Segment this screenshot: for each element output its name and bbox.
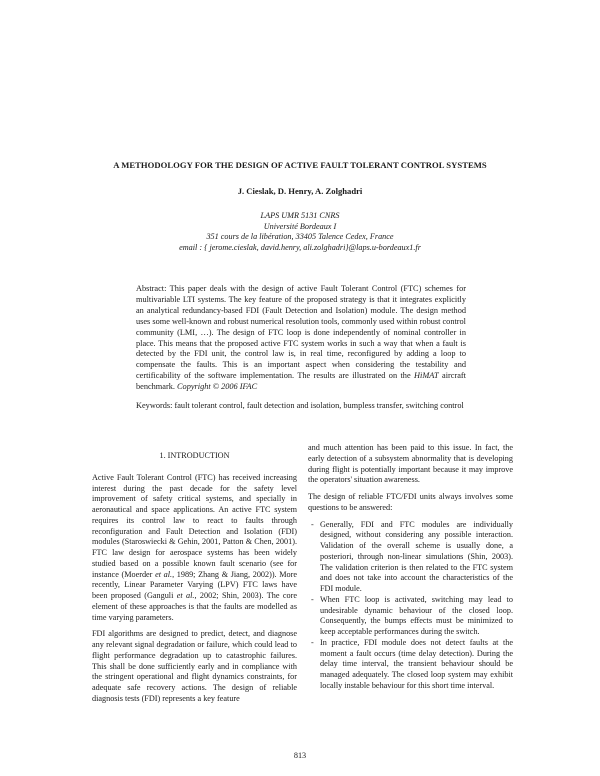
right-paragraph-1: and much attention has been paid to this issue. In fact, the early detection of a subsystem abnormality that is developing during flight is potentially important because it may improve the operators' situation awareness. [308,443,513,485]
intro-paragraph-1 [92,473,297,624]
question-list [308,520,513,692]
page-number: 813 [293,751,307,760]
abstract-paragraph [136,284,466,393]
section-heading-introduction: 1. INTRODUCTION [159,451,230,460]
list-item: - Generally, FDI and FTC modules are individually designed, without considering any possible interaction. Validation of the overall scheme is usually done, a posteriori, through non-linear simulations (Shin, 2003). The validation criterion is then related to the FTC system and does not take into account the characteristics of the FDI module. [308,520,513,595]
keywords: Keywords: fault tolerant control, fault detection and isolation, bumpless transfer, switching control [136,401,464,411]
abstract-himat: HiMAT [414,371,439,381]
right-paragraph-2: The design of reliable FTC/FDI units always involves some questions to be answered: [308,492,513,512]
abstract-text: Abstract: This paper deals with the design of active Fault Tolerant Control (FTC) schemes for multivariable LTI systems. The key feature of the proposed strategy is that it integrates explicitly an analytical redundancy-based FDI (Fault Detection and Isolation) module. The design method uses some well-known and robust numerical resolution tools, commonly used within robust control community (LMI, …). The design of FTC loop is done independently of nominal controller in place. This means that the proposed active FTC system works in such a way that when a fault is detected by the FDI unit, the control law is, in real time, reconfigured by adding a loop to compensate the faults. This is an important aspect when considering the testability and certificability of the software implementation. The results are illustrated on the [136,284,466,381]
affiliation-address: 351 cours de la libération, 33405 Talence Cedex, France [206,232,394,242]
intro-p1-etal-2: et al. [176,591,195,600]
affiliation-block [0,211,600,253]
intro-p1-etal-1: et al. [155,569,173,579]
affiliation-university: Université Bordeaux I [263,221,337,231]
author-list: J. Cieslak, D. Henry, A. Zolghadri [237,186,363,196]
list-item: - When FTC loop is activated, switching may lead to undesirable dynamic behaviour of the closed loop. Consequently, the bumps effects must be minimized to keep acceptable performances during the switch. [308,595,513,638]
abstract-end: aircraft benchmark. [136,371,466,392]
affiliation-email: email : { jerome.cieslak, david.henry, ali.zolghadri}@laps.u-bordeaux1.fr [179,242,421,252]
intro-paragraph-2: FDI algorithms are designed to predict, detect, and diagnose any relevant signal degradation or failure, which could lead to flight performance degradation up to catastrophic failures. This shall be done sufficiently early and in compliance with the stringent operational and flight dynamics constraints, for adequate safe recovery actions. The design of reliable diagnosis tests (FDI) represents a key feature [92,629,297,703]
copyright-notice: Copyright © 2006 IFAC [177,382,258,392]
intro-p1-part-a: Active Fault Tolerant Control (FTC) has received increasing interest during the past decade for the safety level improvement of safety critical systems, and specially in aeronautical and space applications. An active FTC system requires its control law to react to faults through reconfiguration and Fault Detection and Isolation (FDI) modules (Staroswiecki & Gehin, 2001, Patton & Chen, 2001). FTC law design for aerospace systems has been widely studied based on a possible known fault scenario (see for instance (Moerder [92,472,297,579]
affiliation-lab: LAPS UMR 5131 CNRS [260,211,340,220]
intro-p1-part-c: , 2002; Shin, 2003). The core element of these approaches is that the faults are modelled as time varying parameters. [92,591,297,622]
intro-p1-part-b: , 1989; Zhang & Jiang, 2002)). More recently, Linear Parameter Varying (LPV) FTC laws have been proposed (Ganguli [92,569,297,600]
abstract-block [136,284,466,412]
right-column [308,443,513,692]
paper-title: A METHODOLOGY FOR THE DESIGN OF ACTIVE FAULT TOLERANT CONTROL SYSTEMS [113,160,487,170]
left-column [92,451,297,711]
list-item: - In practice, FDI module does not detect faults at the moment a fault occurs (time delay detection). During the delay time interval, the transient behaviour should be managed adequately. The closed loop system may exhibit locally instable behaviour for this short time interval. [308,638,513,692]
